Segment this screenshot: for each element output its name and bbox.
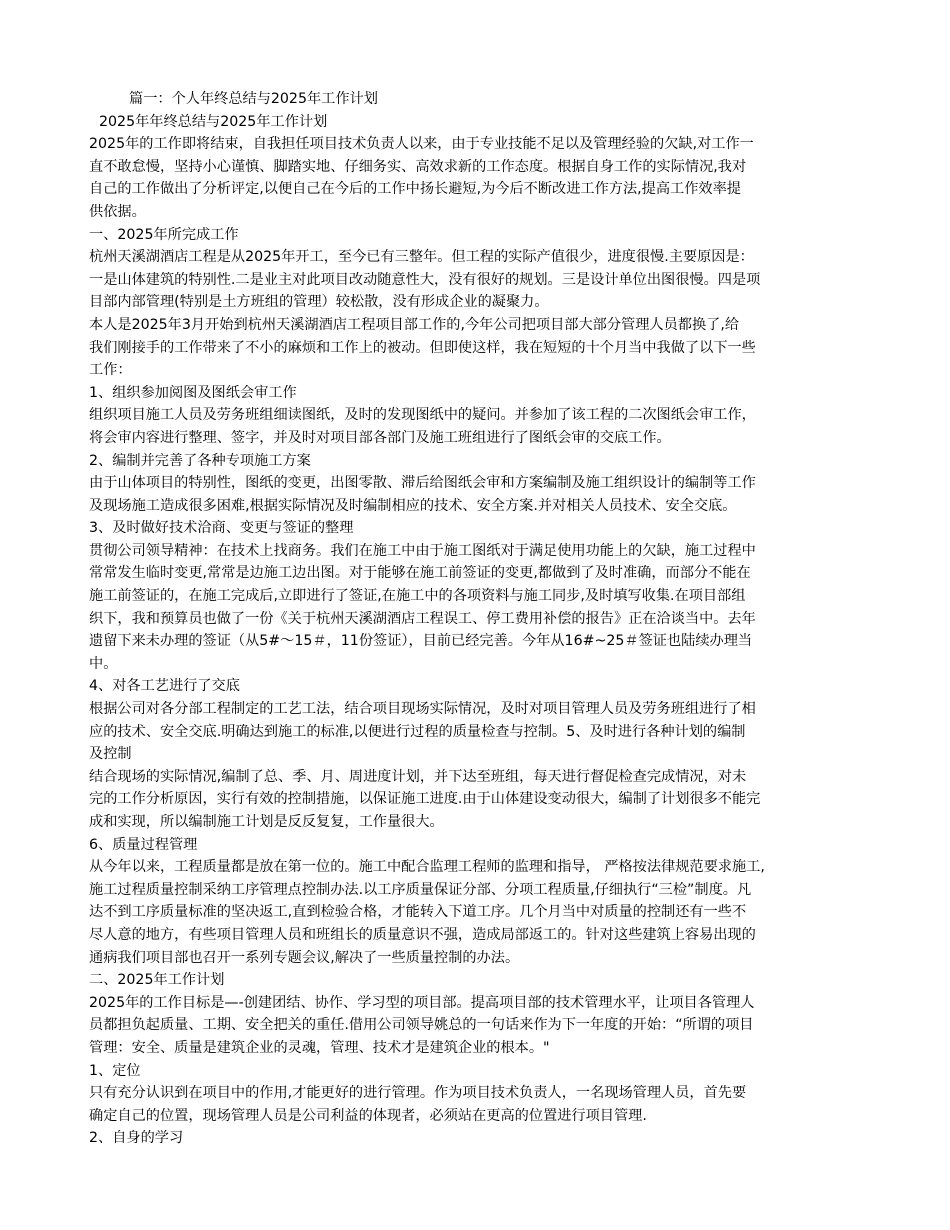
text-line: 自己的工作做出了分析评定,以便自己在今后的工作中扬长避短,为今后不断改进工作方法,提高工作效率提 — [89, 181, 741, 198]
text-line: 本人是2025年3月开始到杭州天溪湖酒店工程项目部工作的,今年公司把项目部大部分管理人员都换了,给 — [89, 316, 740, 333]
text-line: 贯彻公司领导精神：在技术上找商务。我们在施工中由于施工图纸对于满足使用功能上的欠缺，施工过程中 — [89, 542, 756, 559]
subsection-heading: 3、及时做好技术洽商、变更与签证的整理 — [89, 520, 354, 537]
subsection-heading: 2、编制并完善了各种专项施工方案 — [89, 452, 311, 469]
text-line: 完的工作分析原因，实行有效的控制措施，以保证施工进度.由于山体建设变动很大，编制了计划很多不能完 — [89, 791, 761, 808]
text-line: 及现场施工造成很多困难,根据实际情况及时编制相应的技术、安全方案.并对相关人员技术、安全交底。 — [89, 497, 737, 514]
text-line: 施工过程质量控制采纳工序管理点控制办法.以工序质量保证分部、分项工程质量,仔细执行“三检”制度。凡 — [89, 881, 752, 898]
text-line: 达不到工序质量标准的坚决返工,直到检验合格，才能转入下道工序。几个月当中对质量的控制还有一些不 — [89, 904, 747, 921]
text-line: 从今年以来，工程质量都是放在第一位的。施工中配合监理工程师的监理和指导， 严格按法律规范要求施工, — [89, 859, 765, 876]
text-line: 只有充分认识到在项目中的作用,才能更好的进行管理。作为项目技术负责人，一名现场管理人员，首先要 — [89, 1085, 747, 1102]
text-line: 成和实现，所以编制施工计划是反反复复，工作量很大。 — [89, 814, 444, 830]
subsection-heading: 1、定位 — [89, 1062, 141, 1079]
text-line: 工作： — [89, 362, 132, 379]
text-line: 及控制 — [89, 746, 132, 763]
text-line: 目部内部管理(特别是土方班组的管理）较松散，没有形成企业的凝聚力。 — [89, 294, 549, 311]
text-line: 杭州天溪湖酒店工程是从2025年开工，至今已有三整年。但工程的实际产值很少，进度很慢.主要原因是： — [89, 249, 754, 266]
text-line: 应的技术、安全交底.明确达到施工的标准,以便进行过程的质量检查与控制。5、及时进行各种计划的编制 — [89, 723, 746, 740]
text-line: 确定自己的位置，现场管理人员是公司利益的体现者，必须站在更高的位置进行项目管理. — [89, 1107, 647, 1124]
text-line: 织下，我和预算员也做了一份《关于杭州天溪湖酒店工程误工、停工费用补偿的报告》正在洽谈当中。去年 — [89, 610, 756, 627]
text-line: 将会审内容进行整理、签字，并及时对项目部各部门及施工班组进行了图纸会审的交底工作。 — [89, 429, 671, 446]
text-line: 一是山体建筑的特别性.二是业主对此项目改动随意性大，没有很好的规划。三是设计单位出图很慢。四是项 — [89, 271, 761, 288]
text-line: 由于山体项目的特别性，图纸的变更，出图零散、滞后给图纸会审和方案编制及施工组织设计的编制等工作 — [89, 475, 756, 492]
text-line: 员都担负起质量、工期、安全把关的重任.借用公司领导姚总的一句话来作为下一年度的开始：“所谓的项目 — [89, 1017, 754, 1034]
text-line: 遗留下来未办理的签证（从5#～15＃，11份签证），目前已经完善。今年从16#~25＃签证也陆续办理当 — [89, 633, 753, 650]
text-line: 尽人意的地方，有些项目管理人员和班组长的质量意识不强，造成局部返工的。针对这些建筑上容易出现的 — [89, 926, 756, 943]
text-line: 常常发生临时变更,常常是边施工边出图。对于能够在施工前签证的变更,都做到了及时准确，而部分不能在 — [89, 565, 751, 582]
document-subheading: 2025年年终总结与2025年工作计划 — [99, 113, 328, 130]
subsection-heading: 1、组织参加阅图及图纸会审工作 — [89, 384, 297, 401]
text-line: 直不敢怠慢，坚持小心谨慎、脚踏实地、仔细务实、高效求新的工作态度。根据自身工作的实际情况,我对 — [89, 158, 747, 175]
document-page — [89, 88, 859, 1150]
text-line: 我们刚接手的工作带来了不小的麻烦和工作上的被动。但即使这样，我在短短的十个月当中我做了以下一些 — [89, 339, 756, 356]
text-line: 2025年的工作目标是—-创建团结、协作、学习型的项目部。提高项目部的技术管理水平，让项目各管理人 — [89, 994, 755, 1011]
section-heading: 一、2025年所完成工作 — [89, 226, 239, 243]
text-line: 组织项目施工人员及劳务班组细读图纸，及时的发现图纸中的疑问。并参加了该工程的二次图纸会审工作， — [89, 407, 756, 424]
section-heading: 二、2025年工作计划 — [89, 972, 225, 989]
text-line: 中。 — [89, 655, 118, 672]
text-line: 施工前签证的，在施工完成后,立即进行了签证,在施工中的各项资料与施工同步,及时填写收集.在项目部组 — [89, 588, 746, 605]
document-heading: 篇一：个人年终总结与2025年工作计划 — [129, 91, 378, 107]
subsection-heading: 2、自身的学习 — [89, 1130, 184, 1147]
text-line: 管理：安全、质量是建筑企业的灵魂，管理、技术才是建筑企业的根本。" — [89, 1039, 550, 1056]
subsection-heading: 4、对各工艺进行了交底 — [89, 678, 240, 695]
text-line: 供依据。 — [89, 203, 146, 220]
text-line: 2025年的工作即将结束，自我担任项目技术负责人以来，由于专业技能不足以及管理经验的欠缺,对工作一 — [89, 136, 754, 153]
text-line: 通病我们项目部也召开一系列专题会议,解决了一些质量控制的办法。 — [89, 949, 520, 966]
text-line: 结合现场的实际情况,编制了总、季、月、周进度计划，并下达至班组，每天进行督促检查完成情况，对未 — [89, 768, 747, 785]
subsection-heading: 6、质量过程管理 — [89, 836, 198, 853]
text-line: 根据公司对各分部工程制定的工艺工法，结合项目现场实际情况，及时对项目管理人员及劳务班组进行了相 — [89, 701, 756, 718]
